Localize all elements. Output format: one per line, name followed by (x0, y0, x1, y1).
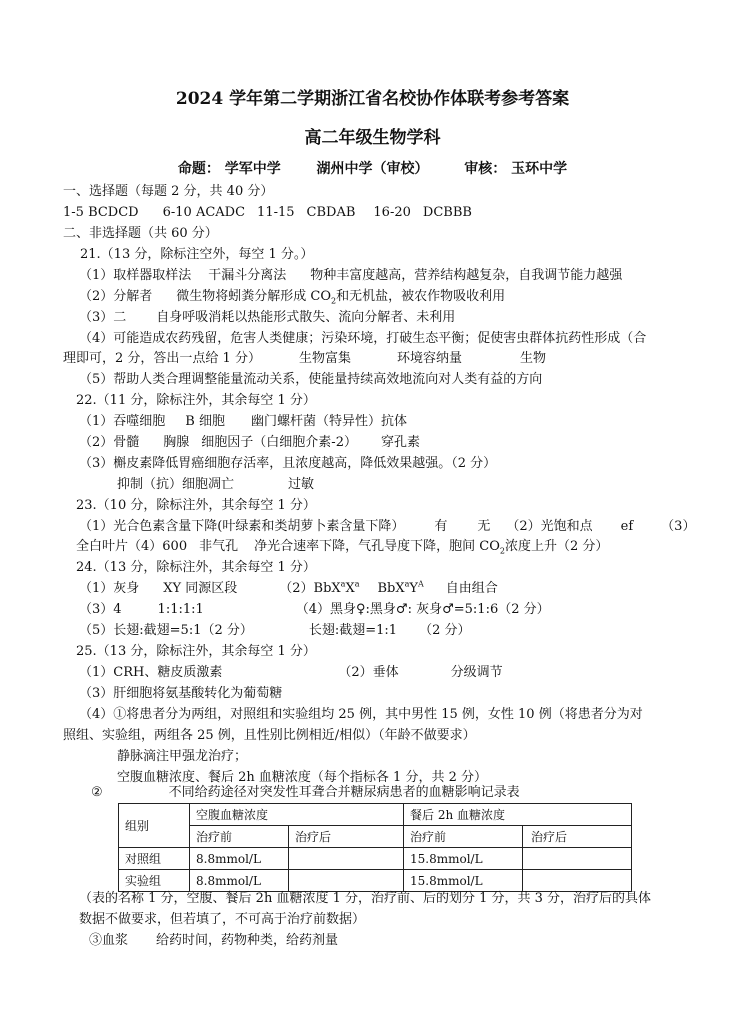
q25-1-a: （1）CRH、糖皮质激素 (79, 665, 223, 680)
table-header-group: 组别 (119, 804, 190, 848)
q24-2-c: （4）黑身♀:黑身♂: 灰身♂=5:1:6（2 分） (295, 602, 550, 617)
q23-line2 (76, 539, 608, 555)
q21-line3 (79, 310, 455, 326)
answers-16-20: DCBBB (422, 205, 472, 220)
q22-line3: （3）槲皮素降低胃癌细胞存活率，且浓度越高，降低效果越强。（2 分） (79, 456, 497, 471)
table-cell-group: 对照组 (119, 848, 190, 870)
q21-1-c: 物种丰富度越高，营养结构越复杂，自我调节能力越强 (310, 268, 623, 283)
checker-label: 审核： (464, 161, 507, 177)
table-cell: 15.8mmol/L (404, 848, 523, 870)
q24-1-y: Y (409, 581, 419, 596)
q25-line4: 静脉滴注甲强龙治疗； (117, 749, 248, 764)
page-title: 2024 学年第二学期浙江省名校协作体联考参考答案 (175, 89, 570, 109)
q23-1-c: 无 (477, 519, 491, 534)
table-cell (523, 848, 632, 870)
q21-3-a: （3）二 (79, 310, 127, 325)
q21-heading: 21.（13 分，除标注空外，每空 1 分。） (80, 247, 314, 262)
table-header-fasting: 空腹血糖浓度 (190, 804, 404, 826)
table-subheader-before: 治疗前 (404, 826, 523, 848)
q21-4-d: 生物 (519, 351, 546, 366)
q24-line1 (79, 581, 498, 597)
q23-1-b: 有 (434, 519, 448, 534)
answers-11-15: CBDAB (306, 205, 356, 220)
q22-4-b: 过敏 (288, 477, 315, 492)
q23-1-d: （2）光饱和点 (506, 519, 593, 534)
q24-1-a: （1）灰身 (79, 581, 140, 596)
q21-line5: （5）帮助人类合理调整能量流动关系，使能量持续高效地流向对人类有益的方向 (79, 372, 543, 387)
q24-heading: 24.（13 分，除标注外，其余每空 1 分） (76, 560, 316, 575)
table-row (119, 870, 632, 892)
q24-1-sup1: a (340, 579, 346, 589)
q23-1-e: ef (620, 519, 634, 534)
blood-glucose-table (118, 803, 632, 892)
table-cell (289, 848, 404, 870)
q24-line3 (79, 623, 470, 639)
answers-16-20-label: 16-20 (373, 205, 411, 220)
q22-4-a: 抑制（抗）细胞凋亡 (117, 477, 235, 492)
answers-1-5: 1-5 BCDCD (63, 205, 139, 220)
q25-1-b: （2）垂体 (338, 665, 399, 680)
q22-2-d: 穿孔素 (380, 435, 420, 450)
q21-1-a: （1）取样器取样法 (79, 268, 192, 283)
q21-2-sub: 2 (331, 296, 337, 306)
table-header-row (119, 804, 632, 826)
table-header-post: 餐后 2h 血糖浓度 (404, 804, 632, 826)
q25-heading: 25.（13 分，除标注外，其余每空 1 分） (76, 644, 316, 659)
choice-answers (63, 205, 472, 221)
table-cell-group: 实验组 (119, 870, 190, 892)
q23-heading: 23.（10 分，除标注外，其余每空 1 分） (76, 498, 316, 513)
q25-line1 (79, 665, 503, 681)
section2-heading: 二、非选择题（共 60 分） (63, 226, 218, 241)
table-cell (289, 870, 404, 892)
q22-heading: 22.（11 分，除标注外，其余每空 1 分） (76, 393, 316, 408)
proposer-label: 命题： (177, 161, 220, 177)
section1-heading: 一、选择题（每题 2 分，共 40 分） (63, 184, 274, 199)
q22-2-b: 胸腺 (163, 435, 190, 450)
answers-6-10: 6-10 ACADC (162, 205, 246, 220)
q23-1-a: （1）光合色素含量下降(叶绿素和类胡萝卜素含量下降） (79, 519, 405, 534)
q22-2-c: 细胞因子（白细胞介素-2） (201, 435, 357, 450)
q24-3-a: （5）长翅:截翅=5:1（2 分） (79, 623, 253, 638)
q24-line2 (79, 602, 550, 618)
proposer: 学军中学 (224, 161, 281, 177)
q25-line5: 空腹血糖浓度、餐后 2h 血糖浓度（每个指标各 1 分，共 2 分） (117, 770, 487, 785)
table-caption: 不同给药途径对突发性耳聋合并糖尿病患者的血糖影响记录表 (168, 785, 520, 800)
q22-line1 (79, 414, 407, 430)
q24-1-e: 自由组合 (445, 581, 498, 596)
q21-line4a: （4）可能造成农药残留，危害人类健康；污染环境，打破生态平衡；促使害虫群体抗药性形成（合 (79, 331, 647, 346)
q21-4-b: 生物富集 (298, 351, 351, 366)
q24-1-b: XY 同源区段 (163, 581, 238, 596)
q21-3-b: 自身呼吸消耗以热能形式散失、流向分解者、未利用 (156, 310, 456, 325)
q24-3-c: （2 分） (419, 623, 471, 638)
q25-line6 (91, 785, 520, 801)
table-row (119, 848, 632, 870)
q24-1-d: BbX (377, 581, 405, 596)
table-subheader-before: 治疗前 (190, 826, 289, 848)
q23-2-d: 浓度上升（2 分） (504, 539, 609, 554)
q23-2-b: 非气孔 (199, 539, 239, 554)
q25-line3b: 照组、实验组，两组各 25 例，且性别比例相近/相似）（年龄不做要求） (63, 728, 476, 743)
q21-4-c: 环境容纳量 (396, 351, 462, 366)
table-cell: 8.8mmol/L (190, 870, 289, 892)
q21-4-a: 理即可，2 分，答出一点给 1 分） (63, 351, 261, 366)
q22-1-b: B 细胞 (185, 414, 225, 429)
q23-1-f: （3） (661, 519, 696, 534)
q25-note-a: （表的名称 1 分，空腹、餐后 2h 血糖浓度 1 分，治疗前、后的划分 1 分，共 3 分，治疗后的具体 (79, 891, 652, 906)
q23-2-a: 全白叶片（4）600 (76, 539, 188, 554)
q21-1-b: 干漏斗分离法 (208, 268, 287, 283)
q24-3-b: 长翅:截翅=1:1 (308, 623, 398, 638)
q22-2-a: （2）骨髓 (79, 435, 140, 450)
page-subtitle: 高二年级生物学科 (304, 128, 441, 148)
q24-1-sup2: a (354, 579, 360, 589)
q25-line3a: （4）①将患者分为两组，对照组和实验组均 25 例，其中男性 15 例，女性 10 例（将患者分为对 (79, 707, 643, 722)
q25-7-a: ③血浆 (89, 933, 129, 948)
reviewer-school: 湖州中学（审校） (316, 161, 429, 177)
q24-1-sup4: A (418, 579, 424, 589)
q24-1-sup3: a (404, 579, 410, 589)
checker: 玉环中学 (511, 161, 568, 177)
q24-2-a: （3）4 (79, 602, 122, 617)
q25-line2: （3）肝细胞将氨基酸转化为葡萄糖 (79, 686, 283, 701)
table-cell (523, 870, 632, 892)
q23-2-c: 净光合速率下降，气孔导度下降，胞间 CO (254, 539, 500, 554)
authors-line (0, 160, 745, 178)
q21-line1 (79, 268, 622, 284)
q21-line4b (63, 351, 546, 367)
table-subheader-after: 治疗后 (289, 826, 404, 848)
table-subheader-after: 治疗后 (523, 826, 632, 848)
q24-1-c: （2）BbX (279, 581, 341, 596)
q22-1-a: （1）吞噬细胞 (79, 414, 166, 429)
q21-2-c: 和无机盐，被农作物吸收利用 (336, 289, 506, 304)
q23-2-sub: 2 (499, 546, 505, 556)
answers-11-15-label: 11-15 (257, 205, 295, 220)
q24-1-x: X (345, 581, 355, 596)
q21-2-b: 微生物将蚓粪分解形成 CO (176, 289, 332, 304)
q25-6-a: ② (91, 785, 103, 800)
q22-line4 (117, 477, 314, 493)
q25-line7 (89, 933, 338, 949)
q24-2-b: 1:1:1:1 (157, 602, 204, 617)
table-subheader-row (119, 826, 632, 848)
q25-note-b: 数据不做要求，但若填了，不可高于治疗前数据） (79, 912, 366, 927)
q23-line1 (79, 519, 695, 535)
table-cell: 8.8mmol/L (190, 848, 289, 870)
q25-7-b: 给药时间，药物种类，给药剂量 (156, 933, 339, 948)
q21-line2 (79, 289, 505, 305)
table-cell: 15.8mmol/L (404, 870, 523, 892)
q25-1-c: 分级调节 (450, 665, 503, 680)
q21-2-a: （2）分解者 (79, 289, 153, 304)
q22-line2 (79, 435, 420, 451)
q22-1-c: 幽门螺杆菌（特异性）抗体 (250, 414, 407, 429)
